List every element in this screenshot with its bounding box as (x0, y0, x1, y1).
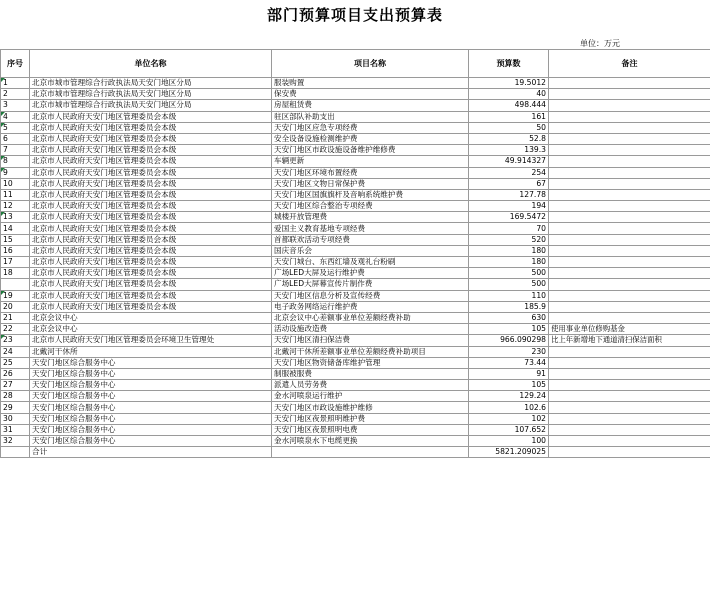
cell-budget: 91 (469, 368, 549, 379)
cell-no: 4 (1, 111, 30, 122)
table-row (1, 391, 710, 402)
cell-no: 6 (1, 133, 30, 144)
cell-note (549, 100, 710, 111)
cell-no: 30 (1, 413, 30, 424)
cell-unit-name: 天安门地区综合服务中心 (30, 357, 272, 368)
cell-unit-name: 天安门地区综合服务中心 (30, 391, 272, 402)
cell-project-name: 驻区部队补助支出 (272, 111, 469, 122)
cell-budget: 230 (469, 346, 549, 357)
page-title: 部门预算项目支出预算表 (266, 6, 443, 24)
cell-no: 2 (1, 89, 30, 100)
cell-note (549, 156, 710, 167)
cell-unit-name: 北戴河干休所 (30, 346, 272, 357)
cell-unit-name: 天安门地区综合服务中心 (30, 436, 272, 447)
table-row (1, 122, 710, 133)
cell-unit-name: 北京市人民政府天安门地区管理委员会本级 (30, 257, 272, 268)
cell-unit-name: 天安门地区综合服务中心 (30, 368, 272, 379)
cell-no: 29 (1, 402, 30, 413)
cell-note (549, 201, 710, 212)
cell-no: 15 (1, 234, 30, 245)
table-row (1, 290, 710, 301)
cell-note (549, 245, 710, 256)
cell-unit-name: 北京市人民政府天安门地区管理委员会本级 (30, 189, 272, 200)
table-row (1, 368, 710, 379)
table-row (1, 268, 710, 279)
table-row (1, 402, 710, 413)
table-row (1, 189, 710, 200)
cell-budget: 169.5472 (469, 212, 549, 223)
cell-note (549, 424, 710, 435)
cell-unit-name: 北京市人民政府天安门地区管理委员会本级 (30, 178, 272, 189)
cell-note (549, 122, 710, 133)
cell-budget: 40 (469, 89, 549, 100)
table-row (1, 380, 710, 391)
cell-no: 7 (1, 145, 30, 156)
table-row (1, 257, 710, 268)
table-row (1, 111, 710, 122)
cell-unit-name: 北京市城市管理综合行政执法局天安门地区分局 (30, 78, 272, 89)
cell-budget: 500 (469, 268, 549, 279)
cell-note (549, 78, 710, 89)
cell-no: 8 (1, 156, 30, 167)
cell-project-name: 制服被服费 (272, 368, 469, 379)
cell-unit-name: 北京会议中心 (30, 312, 272, 323)
cell-note (549, 145, 710, 156)
table-row (1, 223, 710, 234)
cell-note (549, 111, 710, 122)
table-row (1, 346, 710, 357)
table-row (1, 145, 710, 156)
cell-note (549, 301, 710, 312)
cell-project-name: 天安门地区环境布置经费 (272, 167, 469, 178)
cell-note (549, 212, 710, 223)
cell-project-name: 天安门地区信息分析及宣传经费 (272, 290, 469, 301)
cell-budget: 161 (469, 111, 549, 122)
cell-project-name: 派遣人员劳务费 (272, 380, 469, 391)
cell-no: 32 (1, 436, 30, 447)
cell-budget: 105 (469, 380, 549, 391)
cell-unit-name: 北京市人民政府天安门地区管理委员会本级 (30, 111, 272, 122)
cell-no: 28 (1, 391, 30, 402)
cell-unit-name: 北京市人民政府天安门地区管理委员会本级 (30, 133, 272, 144)
cell-budget: 966.090298 (469, 335, 549, 346)
cell-project-name: 广场LED大屏及运行维护费 (272, 268, 469, 279)
cell-budget: 107.652 (469, 424, 549, 435)
cell-no: 20 (1, 301, 30, 312)
cell-budget: 49.914327 (469, 156, 549, 167)
cell-no (1, 279, 30, 290)
cell-project-name: 广场LED大屏幕宣传片制作费 (272, 279, 469, 290)
cell-project-name: 车辆更新 (272, 156, 469, 167)
cell-note (549, 223, 710, 234)
cell-project-name: 金水河喷泉水下电缆更换 (272, 436, 469, 447)
table-row (1, 167, 710, 178)
cell-project-name: 城楼开放管理费 (272, 212, 469, 223)
table-row (1, 245, 710, 256)
cell-no: 22 (1, 324, 30, 335)
cell-no: 27 (1, 380, 30, 391)
cell-note (549, 133, 710, 144)
cell-budget: 498.444 (469, 100, 549, 111)
cell-unit-name: 北京市人民政府天安门地区管理委员会本级 (30, 167, 272, 178)
cell-project-name: 天安门城台、东西红墙及观礼台粉刷 (272, 257, 469, 268)
cell-note (549, 290, 710, 301)
cell-note (549, 89, 710, 100)
cell-project-name: 北戴河干休所差额事业单位差额经费补助项目 (272, 346, 469, 357)
table-row (1, 133, 710, 144)
cell-no: 9 (1, 167, 30, 178)
cell-note (549, 402, 710, 413)
cell-budget: 105 (469, 324, 549, 335)
cell-no: 11 (1, 189, 30, 200)
cell-unit-name: 北京市人民政府天安门地区管理委员会本级 (30, 122, 272, 133)
header-project-name: 项目名称 (272, 50, 469, 78)
cell-project-name: 保安费 (272, 89, 469, 100)
cell-unit-name: 北京市人民政府天安门地区管理委员会本级 (30, 212, 272, 223)
cell-unit-name: 北京市人民政府天安门地区管理委员会环境卫生管理处 (30, 335, 272, 346)
header-unit-name: 单位名称 (30, 50, 272, 78)
cell-unit-name: 北京市城市管理综合行政执法局天安门地区分局 (30, 100, 272, 111)
header-no: 序号 (1, 50, 30, 78)
cell-unit-name: 北京市人民政府天安门地区管理委员会本级 (30, 234, 272, 245)
table-row (1, 357, 710, 368)
cell-no: 1 (1, 78, 30, 89)
table-row (1, 413, 710, 424)
cell-note (549, 380, 710, 391)
cell-unit-name: 北京市人民政府天安门地区管理委员会本级 (30, 268, 272, 279)
cell-note (549, 268, 710, 279)
table-body (1, 78, 710, 447)
cell-no: 16 (1, 245, 30, 256)
table-row (1, 156, 710, 167)
cell-unit-name: 天安门地区综合服务中心 (30, 380, 272, 391)
cell-no: 17 (1, 257, 30, 268)
cell-note (549, 357, 710, 368)
cell-project-name: 金水河喷泉运行维护 (272, 391, 469, 402)
table-row (1, 178, 710, 189)
cell-budget: 520 (469, 234, 549, 245)
table-row (1, 201, 710, 212)
cell-budget: 129.24 (469, 391, 549, 402)
cell-no: 26 (1, 368, 30, 379)
cell-budget: 67 (469, 178, 549, 189)
cell-budget: 110 (469, 290, 549, 301)
table-row (1, 89, 710, 100)
cell-unit-name: 天安门地区综合服务中心 (30, 402, 272, 413)
cell-no: 23 (1, 335, 30, 346)
cell-budget: 73.44 (469, 357, 549, 368)
cell-budget: 180 (469, 245, 549, 256)
cell-project-name: 北京会议中心差额事业单位差额经费补助 (272, 312, 469, 323)
cell-no: 18 (1, 268, 30, 279)
cell-no: 31 (1, 424, 30, 435)
cell-budget: 70 (469, 223, 549, 234)
cell-note (549, 257, 710, 268)
table-row (1, 234, 710, 245)
cell-note (549, 436, 710, 447)
cell-budget: 52.8 (469, 133, 549, 144)
cell-budget: 185.9 (469, 301, 549, 312)
cell-note (549, 368, 710, 379)
cell-unit-name: 天安门地区综合服务中心 (30, 413, 272, 424)
cell-project-name: 首都联欢活动专项经费 (272, 234, 469, 245)
cell-project-name: 天安门地区夜景照明维护费 (272, 413, 469, 424)
cell-budget: 630 (469, 312, 549, 323)
total-amount: 5821.209025 (469, 447, 549, 458)
cell-project-name: 房屋租赁费 (272, 100, 469, 111)
cell-no: 10 (1, 178, 30, 189)
table-row (1, 212, 710, 223)
cell-project-name: 天安门地区夜景照明电费 (272, 424, 469, 435)
cell-no: 13 (1, 212, 30, 223)
cell-unit-name: 北京市人民政府天安门地区管理委员会本级 (30, 290, 272, 301)
table-row (1, 279, 710, 290)
cell-unit-name: 北京市人民政府天安门地区管理委员会本级 (30, 201, 272, 212)
cell-note (549, 413, 710, 424)
table-row (1, 436, 710, 447)
cell-no: 19 (1, 290, 30, 301)
cell-budget: 500 (469, 279, 549, 290)
cell-unit-name: 北京市人民政府天安门地区管理委员会本级 (30, 156, 272, 167)
cell-unit-name: 北京市人民政府天安门地区管理委员会本级 (30, 279, 272, 290)
cell-unit-name: 北京市人民政府天安门地区管理委员会本级 (30, 223, 272, 234)
cell-budget: 180 (469, 257, 549, 268)
cell-unit-name: 北京市人民政府天安门地区管理委员会本级 (30, 245, 272, 256)
cell-note (549, 167, 710, 178)
cell-note: 比上年新增地下通道清扫保洁面积 (549, 335, 710, 346)
cell-project-name: 爱国主义教育基地专项经费 (272, 223, 469, 234)
cell-project-name: 服装购置 (272, 78, 469, 89)
cell-note (549, 189, 710, 200)
header-budget: 预算数 (469, 50, 549, 78)
header-row (1, 50, 710, 78)
cell-project-name: 活动设施改造费 (272, 324, 469, 335)
table-row (1, 100, 710, 111)
cell-project-name: 天安门地区物资储备库维护管理 (272, 357, 469, 368)
cell-unit-name: 北京市人民政府天安门地区管理委员会本级 (30, 301, 272, 312)
cell-unit-name: 北京会议中心 (30, 324, 272, 335)
cell-budget: 19.5012 (469, 78, 549, 89)
total-label: 合计 (30, 447, 272, 458)
cell-project-name: 天安门地区清扫保洁费 (272, 335, 469, 346)
cell-no: 24 (1, 346, 30, 357)
cell-no: 25 (1, 357, 30, 368)
cell-unit-name: 天安门地区综合服务中心 (30, 424, 272, 435)
cell-budget: 254 (469, 167, 549, 178)
cell-project-name: 天安门地区市政设施设备维护维修费 (272, 145, 469, 156)
cell-budget: 194 (469, 201, 549, 212)
cell-note: 使用事业单位修购基金 (549, 324, 710, 335)
cell-project-name: 国庆音乐会 (272, 245, 469, 256)
cell-budget: 127.78 (469, 189, 549, 200)
cell-project-name: 天安门地区综合整治专项经费 (272, 201, 469, 212)
cell-budget: 102.6 (469, 402, 549, 413)
cell-budget: 139.3 (469, 145, 549, 156)
cell-no: 3 (1, 100, 30, 111)
cell-project-name: 天安门地区市政设施维护维修 (272, 402, 469, 413)
cell-project-name: 安全设备设施检测维护费 (272, 133, 469, 144)
cell-unit-name: 北京市城市管理综合行政执法局天安门地区分局 (30, 89, 272, 100)
cell-note (549, 391, 710, 402)
total-row (1, 447, 710, 458)
cell-project-name: 电子政务网络运行维护费 (272, 301, 469, 312)
cell-project-name: 天安门地区国旗旗杆及音响系统维护费 (272, 189, 469, 200)
cell-no: 12 (1, 201, 30, 212)
cell-project-name: 天安门地区文物日常保护费 (272, 178, 469, 189)
cell-budget: 50 (469, 122, 549, 133)
table-row (1, 78, 710, 89)
cell-project-name: 天安门地区应急专项经费 (272, 122, 469, 133)
table-row (1, 424, 710, 435)
cell-note (549, 279, 710, 290)
table-row (1, 301, 710, 312)
cell-no: 21 (1, 312, 30, 323)
header-note: 备注 (549, 50, 710, 78)
cell-unit-name: 北京市人民政府天安门地区管理委员会本级 (30, 145, 272, 156)
table-row (1, 335, 710, 346)
cell-no: 5 (1, 122, 30, 133)
table-row (1, 324, 710, 335)
cell-note (549, 178, 710, 189)
cell-budget: 100 (469, 436, 549, 447)
budget-table (0, 49, 710, 458)
unit-label: 单位：万元 (580, 39, 620, 48)
cell-note (549, 234, 710, 245)
cell-no: 14 (1, 223, 30, 234)
table-row (1, 312, 710, 323)
cell-note (549, 312, 710, 323)
cell-budget: 102 (469, 413, 549, 424)
cell-note (549, 346, 710, 357)
